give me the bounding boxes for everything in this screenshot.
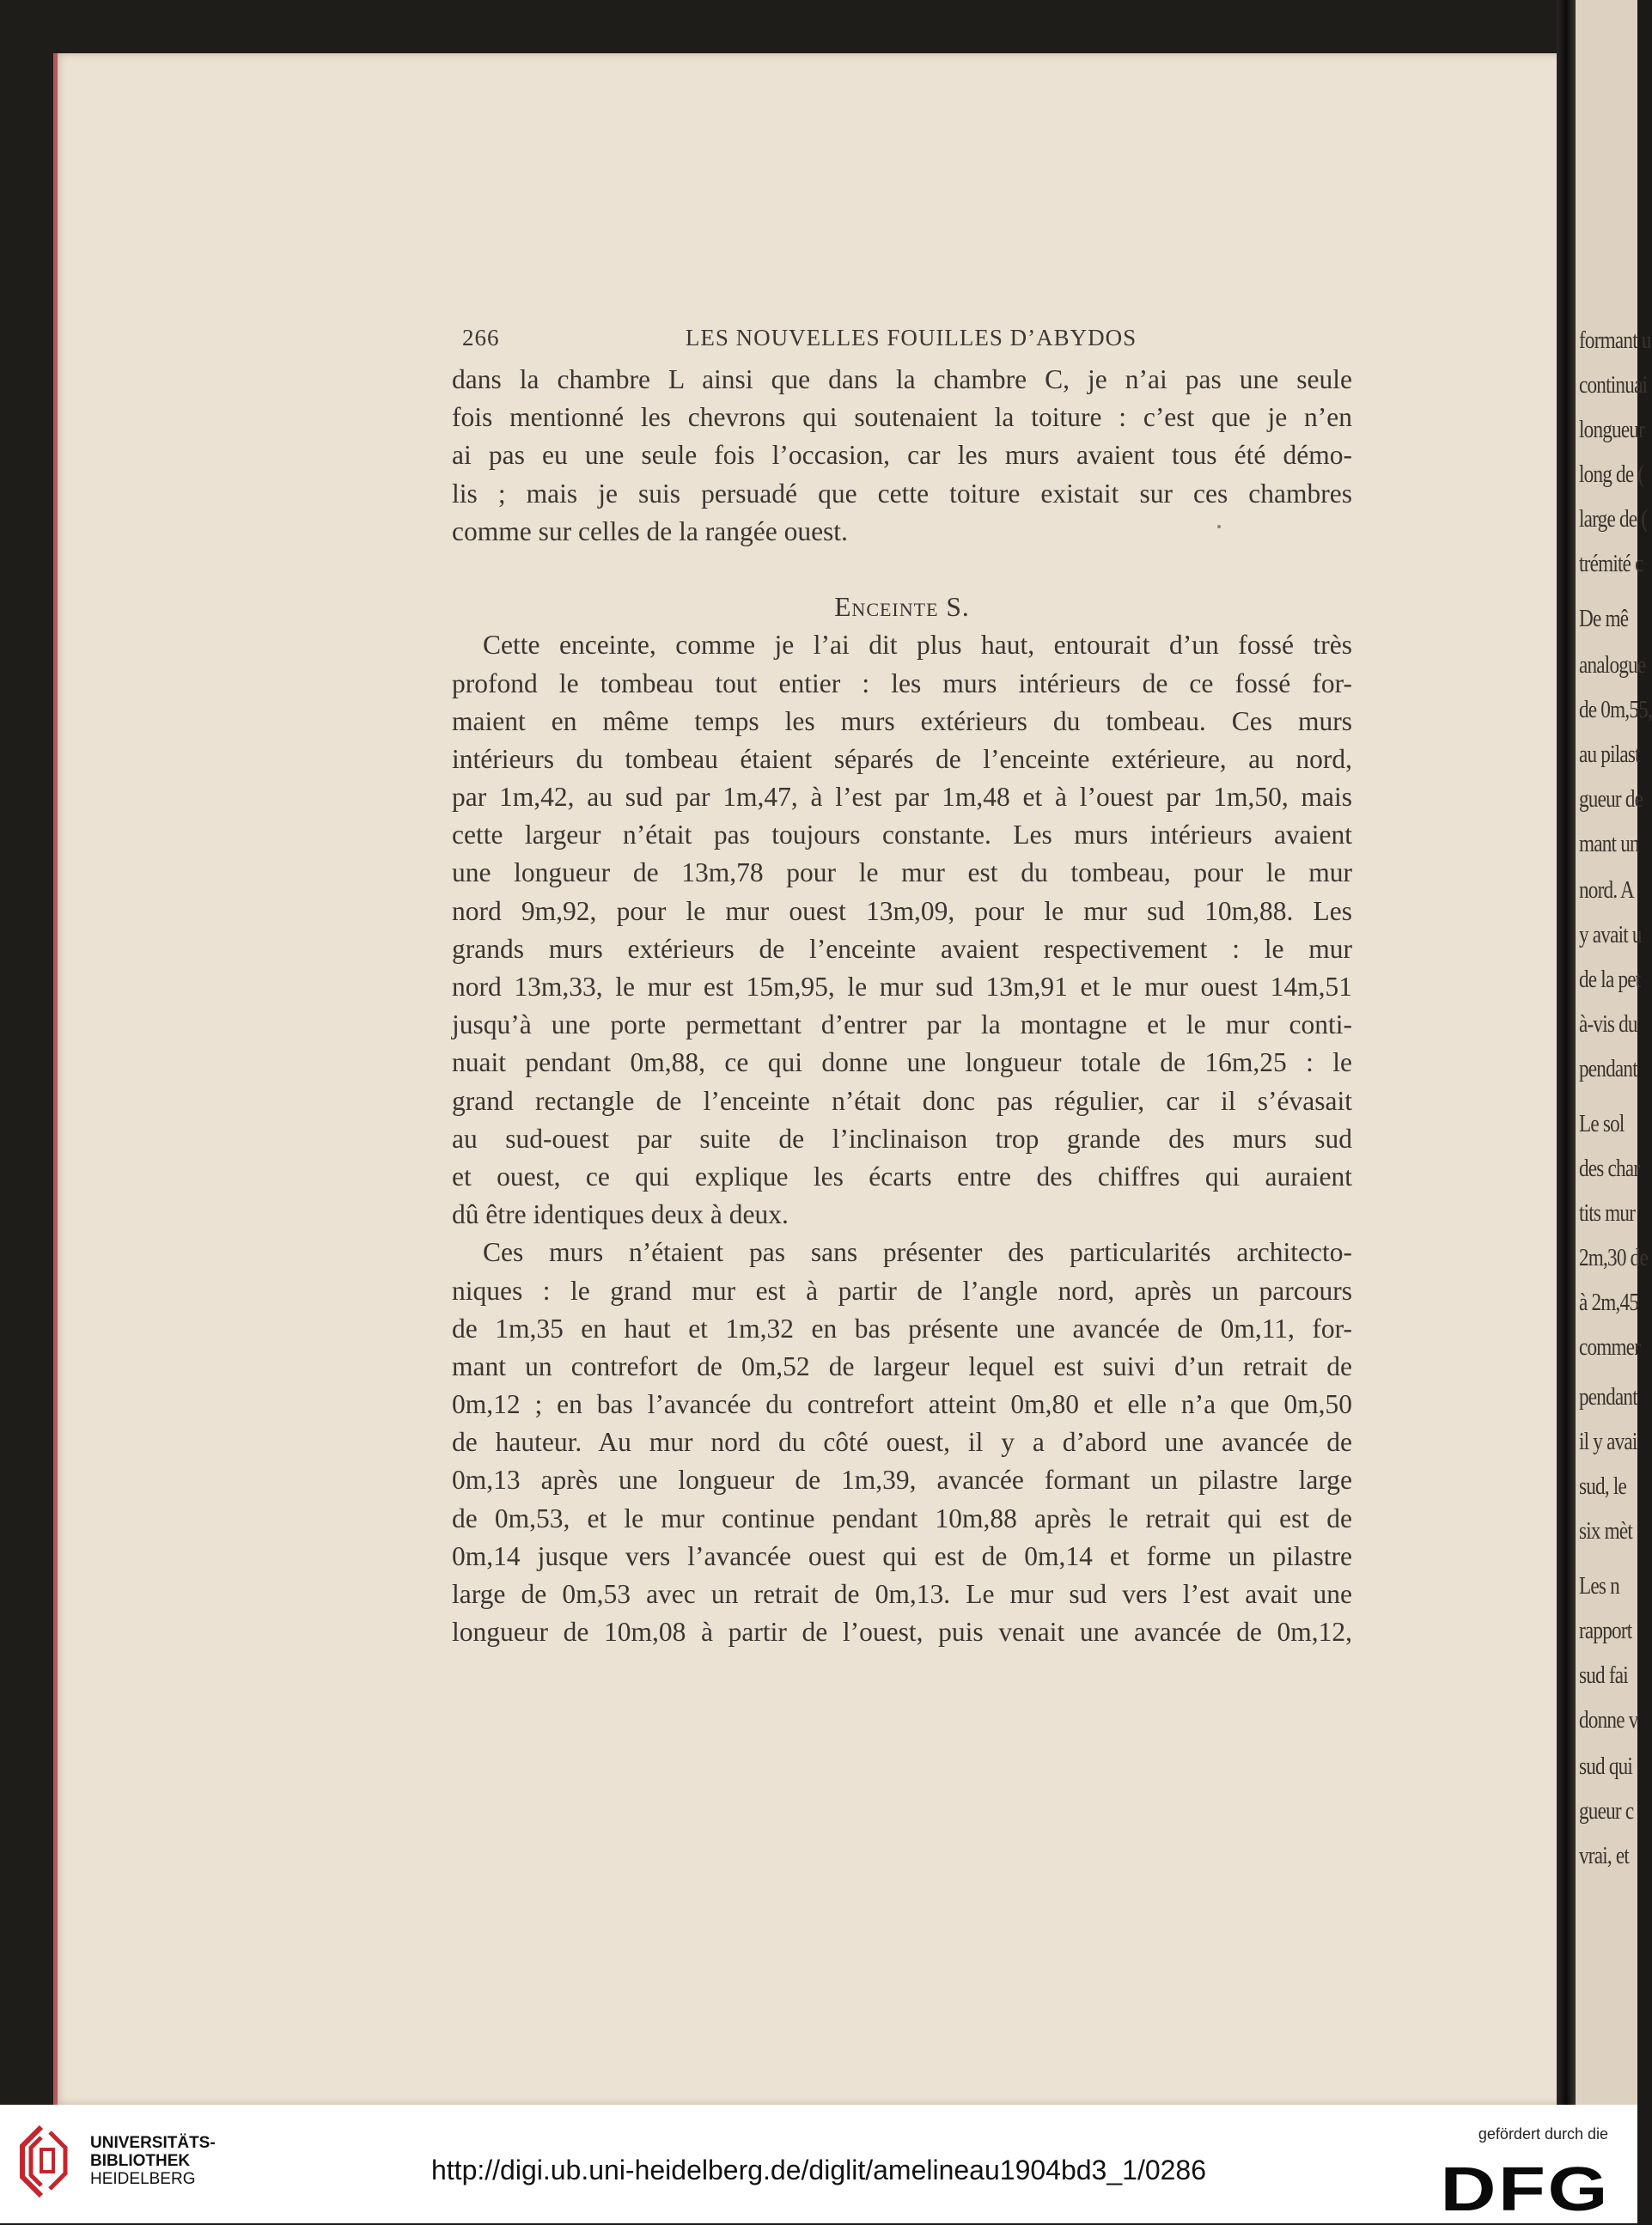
facing-page-text-fragment: trémité c [1579,550,1643,577]
facing-page-text-fragment: des char [1579,1155,1640,1182]
text-line: nord 13m,33, le mur est 15m,95, le mur sud 13m,91 et le mur ouest 14m,51 [452,972,1352,1002]
facing-page-text-fragment: De mê [1579,605,1629,632]
facing-page-text-fragment: sud fai [1579,1661,1628,1689]
facing-page-text-fragment: pendant [1579,1383,1637,1411]
facing-page-text-fragment: au pilast [1579,741,1640,768]
text-line: grand rectangle de l’enceinte n’était donc pas régulier, car il s’évasait [452,1085,1352,1116]
facing-page-text-fragment: gueur de [1579,785,1643,813]
facing-page-text-fragment: 2m,30 de [1579,1244,1648,1271]
facing-page-text-fragment: six mèt [1579,1517,1633,1545]
facing-page-text-fragment: rapport [1579,1617,1632,1644]
text-line: de hauteur. Au mur nord du côté ouest, il y a d’abord une avancée de [452,1427,1352,1458]
facing-page-text-fragment: de la pet [1579,966,1641,993]
facing-page-text-fragment: donne v [1579,1706,1638,1734]
facing-page-text-fragment: long de ( [1579,460,1644,488]
facing-page-text-fragment: sud qui [1579,1753,1633,1780]
text-line: 0m,13 après une longueur de 1m,39, avancée formant un pilastre large [452,1465,1352,1496]
text-line: Cette enceinte, comme je l’ai dit plus haut, entourait d’un fossé très [483,630,1352,661]
library-name-line-1: UNIVERSITÄTS- [90,2134,216,2152]
text-line: nuait pendant 0m,88, ce qui donne une longueur totale de 16m,25 : le [452,1047,1352,1078]
facing-page-text-fragment: commer [1579,1333,1641,1361]
text-line: et ouest, ce qui explique les écarts entre des chiffres qui auraient [452,1161,1352,1192]
facing-page-text-fragment: Le sol [1579,1110,1625,1137]
facing-page-text-fragment: formant u [1579,326,1651,354]
library-name-line-2: BIBLIOTHEK [90,2152,191,2170]
book-gutter [1557,0,1576,2105]
body-text [452,361,1352,1651]
facing-page-text-fragment: à-vis du [1579,1010,1637,1038]
library-name-line-3: HEIDELBERG [90,2170,196,2188]
facing-page-text-fragment: tits mur [1579,1199,1636,1227]
text-line: niques : le grand mur est à partir de l’angle nord, après un parcours [452,1275,1352,1306]
running-title: LES NOUVELLES FOUILLES D’ABYDOS [685,325,1137,351]
facing-page-text-fragment: pendant [1579,1055,1637,1082]
text-line: de 0m,53, et le mur continue pendant 10m,88 après le retrait qui est de [452,1503,1352,1533]
text-line: lis ; mais je suis persuadé que cette toiture existait sur ces chambres [452,478,1352,509]
text-line: comme sur celles de la rangée ouest. [452,515,848,546]
section-heading: Enceinte S. [834,592,970,623]
text-line: intérieurs du tombeau étaient séparés de l’enceinte extérieure, au nord, [452,743,1352,774]
facing-page-text-fragment: il y avai [1579,1428,1637,1455]
facing-page-text-fragment: mant un [1579,830,1639,857]
facing-page-text-fragment: longueur [1579,416,1645,443]
text-line: Ces murs n’étaient pas sans présenter des particularités architecto- [483,1237,1352,1268]
text-line: profond le tombeau tout entier : les murs intérieurs de ce fossé for- [452,668,1352,698]
text-line: par 1m,42, au sud par 1m,47, à l’est par 1m,48 et à l’ouest par 1m,50, mais [452,782,1352,813]
viewer-footer [0,2105,1637,2223]
text-line: 0m,14 jusque vers l’avancée ouest qui est de 0m,14 et forme un pilastre [452,1540,1352,1571]
text-line: ai pas eu une seule fois l’occasion, car les murs avaient tous été démo- [452,440,1352,471]
text-line: grands murs extérieurs de l’enceinte avaient respectivement : le mur [452,933,1352,964]
text-line: de 1m,35 en haut et 1m,32 en bas présente une avancée de 0m,11, for- [452,1313,1352,1344]
facing-page-text-fragment: analogue [1579,651,1646,679]
text-line: jusqu’à une porte permettant d’entrer par la montagne et le mur conti- [452,1009,1352,1040]
facing-page-text-fragment: Les n [1579,1572,1619,1600]
dfg-logo: DFG [1440,2155,1610,2224]
text-line: large de 0m,53 avec un retrait de 0m,13. Le mur sud vers l’est avait une [452,1579,1352,1609]
text-line: 0m,12 ; en bas l’avancée du contrefort atteint 0m,80 et elle n’a que 0m,50 [452,1389,1352,1420]
facing-page-text-fragment: à 2m,45 [1579,1289,1639,1316]
page-edge-stain [53,53,58,2105]
facing-page-text-fragment: y avait u [1579,921,1642,948]
text-line: cette largeur n’était pas toujours constante. Les murs intérieurs avaient [452,820,1352,850]
page-number: 266 [462,325,500,351]
facing-page-text-fragment: vrai, et [1579,1842,1630,1869]
running-head [462,325,1360,359]
facing-page-edge [1576,0,1652,2105]
facing-page-text-fragment: sud, le [1579,1472,1626,1500]
text-line: fois mentionné les chevrons qui soutenaient la toiture : c’est que je n’en [452,402,1352,433]
text-line: longueur de 10m,08 à partir de l’ouest, puis venait une avancée de 0m,12, [452,1617,1352,1648]
permalink-url[interactable]: http://digi.ub.uni-heidelberg.de/diglit/amelineau1904bd3_1/0286 [430,2155,1207,2185]
text-line: dû être identiques deux à deux. [452,1199,789,1230]
sponsor-label: gefördert durch die [1478,2125,1608,2143]
text-line: au sud-ouest par suite de l’inclinaison trop grande des murs sud [452,1123,1352,1154]
facing-page-text-fragment: de 0m,55, [1579,696,1652,723]
facing-page-text-fragment: nord. A [1579,876,1634,904]
facing-page-text-fragment: large de ( [1579,505,1648,533]
text-line: dans la chambre L ainsi que dans la chambre C, je n’ai pas une seule [452,364,1352,394]
text-line: une longueur de 13m,78 pour le mur est du tombeau, pour le mur [452,857,1352,888]
facing-page-text-fragment: gueur c [1579,1797,1634,1825]
text-line: maient en même temps les murs extérieurs du tombeau. Ces murs [452,705,1352,736]
blank-line [452,551,1352,588]
facing-page-text-fragment: continuai [1579,371,1648,399]
text-line: nord 9m,92, pour le mur ouest 13m,09, pour le mur sud 10m,88. Les [452,895,1352,926]
text-line: mant un contrefort de 0m,52 de largeur lequel est suivi d’un retrait de [452,1350,1352,1381]
